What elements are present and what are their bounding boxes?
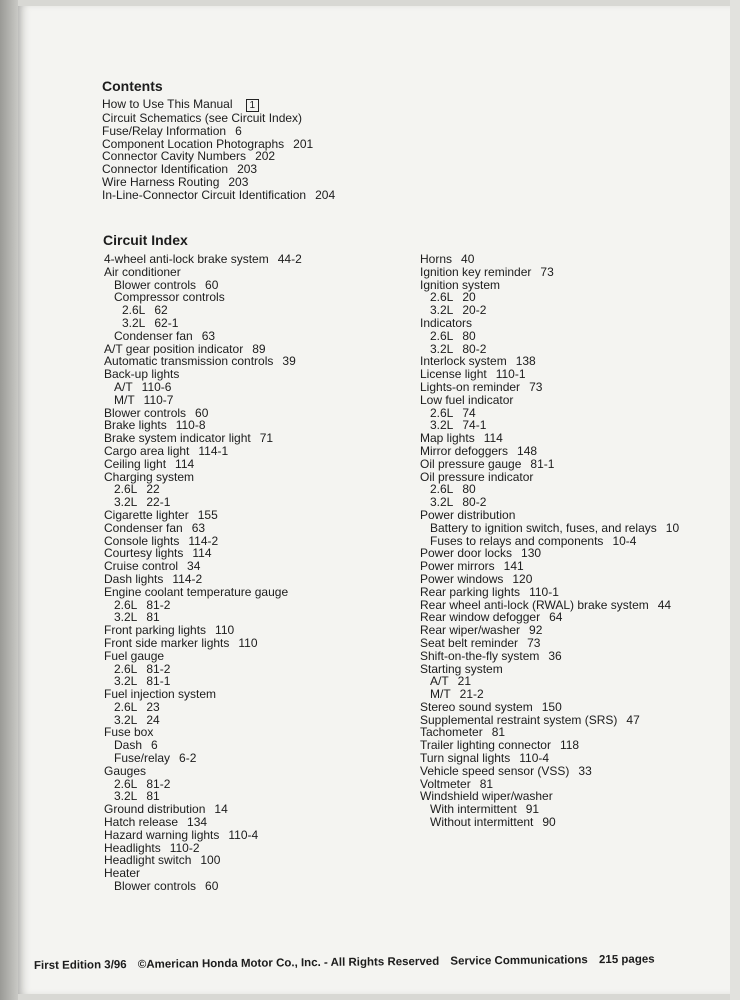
index-entry-page: 6: [151, 738, 158, 753]
index-entry-page: 22-1: [146, 495, 171, 510]
footer-department: Service Communications: [450, 954, 588, 968]
index-entry-page: 110-1: [495, 367, 526, 382]
index-entry-text: Power door locks: [420, 546, 513, 561]
index-entry-text: Interlock system: [420, 354, 507, 369]
index-entry-text: 3.2L: [114, 712, 138, 727]
index-entry-page: 89: [252, 341, 266, 356]
index-entry-text: Headlights: [104, 840, 161, 855]
index-entry-text: 2.6L: [114, 482, 138, 497]
index-entry-page: 134: [187, 815, 208, 830]
contents-entry-text: In-Line-Connector Circuit Identification: [102, 187, 307, 202]
index-entry-page: 81-2: [146, 661, 171, 676]
index-entry-text: Oil pressure gauge: [420, 456, 522, 471]
contents-entry-page: 202: [255, 149, 276, 164]
index-entry-text: Rear parking lights: [420, 584, 521, 599]
index-entry-page: 114: [483, 431, 503, 446]
index-entry-page: 150: [541, 699, 562, 714]
index-entry-page: 92: [529, 623, 543, 638]
index-entry-page: 80: [462, 482, 476, 497]
circuit-index-left-column: [104, 253, 302, 893]
index-entry-text: Console lights: [104, 533, 180, 548]
index-entry-page: 6-2: [179, 751, 197, 766]
index-entry-text: 2.6L: [430, 482, 454, 497]
index-entry-text: Ignition system: [420, 277, 501, 292]
index-entry-page: 81-1: [530, 456, 555, 471]
contents-entry-page: 203: [237, 162, 258, 177]
index-entry-page: 20: [462, 290, 476, 305]
index-entry-text: Front side marker lights: [104, 635, 230, 650]
index-entry-page: 64: [549, 610, 563, 625]
index-entry-text: 3.2L: [122, 315, 146, 330]
index-entry-page: 130: [521, 546, 542, 561]
index-entry-page: 21: [457, 674, 472, 689]
index-entry-text: 3.2L: [430, 341, 454, 356]
index-entry-text: Compressor controls: [114, 290, 225, 305]
index-entry-page: 14: [214, 802, 228, 817]
index-entry-page: 10: [665, 520, 680, 535]
contents-entry-page: 204: [315, 187, 336, 202]
index-entry-text: 3.2L: [430, 303, 454, 318]
index-entry-page: 74-1: [462, 418, 487, 433]
index-entry-text: Brake lights: [104, 418, 167, 433]
index-entry-page: 90: [542, 815, 556, 830]
index-entry-page: 114-2: [172, 571, 203, 586]
footer-edition: First Edition 3/96: [33, 959, 127, 972]
circuit-index-right-column: [420, 253, 679, 829]
index-entry-text: Headlight switch: [104, 853, 192, 868]
index-entry-page: 81: [491, 725, 506, 740]
index-entry-page: 114-1: [198, 443, 229, 458]
index-entry-text: Blower controls: [114, 277, 197, 292]
index-entry-page: 44-2: [277, 252, 302, 266]
index-entry-text: 2.6L: [122, 303, 146, 318]
index-entry-page: 62: [154, 303, 168, 318]
index-entry-text: Front parking lights: [104, 623, 207, 638]
index-entry-page: 81: [479, 776, 494, 791]
index-entry-text: 2.6L: [114, 661, 138, 676]
index-entry-page: 118: [559, 738, 580, 753]
index-entry-text: Stereo sound system: [420, 699, 533, 714]
index-entry-text: Air conditioner: [104, 264, 181, 279]
index-entry-text: 4-wheel anti-lock brake system: [104, 252, 269, 266]
index-entry-text: M/T: [114, 392, 135, 407]
index-entry-page: 141: [503, 559, 524, 574]
index-entry-text: Ground distribution: [104, 802, 206, 817]
index-entry-text: Lights-on reminder: [420, 379, 521, 394]
index-entry-text: A/T gear position indicator: [104, 341, 244, 356]
contents-entry: [102, 189, 335, 202]
contents-entry-text: Fuse/Relay Information: [102, 123, 227, 138]
index-entry-text: Voltmeter: [420, 776, 471, 791]
contents-entry-page: 203: [228, 174, 249, 189]
contents-entry-text: Circuit Schematics (see Circuit Index): [102, 111, 303, 125]
index-entry-page: 110: [215, 623, 235, 638]
index-entry-page: 73: [540, 264, 554, 279]
index-entry-text: Charging system: [104, 469, 195, 484]
index-entry-text: Tachometer: [420, 725, 483, 740]
index-entry-text: 2.6L: [114, 776, 138, 791]
index-entry-page: 63: [201, 328, 216, 343]
index-entry-page: 110-2: [169, 840, 200, 855]
index-entry-page: 80-2: [462, 495, 487, 510]
index-entry-text: Cigarette lighter: [104, 507, 189, 522]
footer-copyright: ©American Honda Motor Co., Inc. - All Rights Reserved: [137, 955, 440, 971]
index-entry: [104, 368, 302, 381]
index-entry-text: 3.2L: [114, 610, 138, 625]
index-entry-page: 36: [548, 648, 562, 663]
index-entry-text: Ceiling light: [104, 456, 167, 471]
index-entry-text: Condenser fan: [104, 520, 183, 535]
index-entry-page: 60: [205, 879, 219, 894]
index-entry-text: 2.6L: [430, 328, 454, 343]
index-entry-text: 3.2L: [114, 495, 138, 510]
index-entry-text: 3.2L: [114, 789, 138, 804]
index-entry-page: 33: [578, 763, 592, 778]
index-entry-page: 110-7: [143, 392, 174, 407]
index-entry-text: 2.6L: [114, 699, 138, 714]
index-entry-text: Dash: [114, 738, 143, 753]
footer-pages: 215 pages: [598, 953, 655, 967]
index-entry-text: 3.2L: [430, 495, 454, 510]
index-entry: [420, 471, 679, 484]
contents-entry-page: 201: [293, 136, 314, 151]
index-entry-text: Windshield wiper/washer: [420, 789, 553, 804]
index-entry-page: 74: [462, 405, 476, 420]
index-entry-text: Courtesy lights: [104, 546, 184, 561]
index-entry-page: 63: [191, 520, 206, 535]
index-entry: [420, 407, 679, 420]
index-entry-text: Rear wiper/washer: [420, 623, 521, 638]
index-entry-page: 73: [527, 635, 541, 650]
index-entry-text: Map lights: [420, 431, 475, 446]
index-entry-text: Shift-on-the-fly system: [420, 648, 540, 663]
contents-entry-text: Connector Identification: [102, 162, 229, 177]
contents-entry-text: How to Use This Manual: [102, 97, 233, 111]
index-entry-page: 114-2: [188, 533, 219, 548]
index-entry-page: 114: [175, 456, 195, 471]
index-entry-text: Heater: [104, 866, 141, 881]
index-entry: [420, 816, 679, 829]
index-entry-text: Brake system indicator light: [104, 431, 251, 446]
index-entry-page: 148: [517, 443, 538, 458]
index-entry-page: 120: [512, 571, 533, 586]
index-entry-page: 62-1: [154, 315, 179, 330]
index-entry-page: 110: [238, 635, 258, 650]
index-entry-page: 110-4: [228, 827, 259, 842]
index-entry-page: 60: [195, 405, 209, 420]
index-entry-page: 20-2: [462, 303, 487, 318]
index-entry-text: Trailer lighting connector: [420, 738, 551, 753]
index-entry-page: 100: [200, 853, 221, 868]
index-entry: [104, 880, 302, 893]
index-entry: [420, 483, 679, 496]
page-stack-edge: [730, 0, 740, 1000]
index-entry-page: 71: [259, 431, 274, 446]
index-entry-page: 44: [657, 597, 672, 612]
index-entry-text: 3.2L: [430, 418, 454, 433]
contents-list: [102, 98, 335, 202]
index-entry-text: Power distribution: [420, 507, 516, 522]
index-entry-text: Supplemental restraint system (SRS): [420, 712, 618, 727]
index-entry: [420, 291, 679, 304]
index-entry-text: 2.6L: [430, 405, 454, 420]
index-entry-text: Back-up lights: [104, 367, 180, 382]
index-entry-text: Indicators: [420, 315, 473, 330]
index-entry-page: 21-2: [459, 687, 484, 702]
index-entry-page: 114: [192, 546, 212, 561]
index-entry-text: Hatch release: [104, 815, 179, 830]
index-entry-text: Blower controls: [114, 879, 197, 894]
index-entry-text: Fuse box: [104, 725, 154, 740]
index-entry: [420, 317, 679, 330]
index-entry-text: Cargo area light: [104, 443, 190, 458]
index-entry-page: 81-2: [146, 597, 171, 612]
index-entry-page: 73: [529, 379, 543, 394]
index-entry-text: Mirror defoggers: [420, 443, 509, 458]
index-entry-text: Fuel injection system: [104, 687, 217, 702]
index-entry-page: 60: [205, 277, 219, 292]
index-entry-page: 91: [525, 802, 540, 817]
index-entry-page: 81-2: [146, 776, 171, 791]
index-entry-page: 110-8: [175, 418, 206, 433]
index-entry-text: Fuses to relays and components: [430, 533, 604, 548]
index-entry-text: Horns: [420, 252, 453, 266]
index-entry-page: 81: [146, 610, 160, 625]
index-entry-text: Automatic transmission controls: [104, 354, 274, 369]
index-entry-text: Condenser fan: [114, 328, 193, 343]
circuit-index-heading: Circuit Index: [103, 232, 188, 248]
index-entry-page: 110-6: [141, 379, 172, 394]
index-entry-text: Power windows: [420, 571, 504, 586]
index-entry-text: M/T: [430, 687, 451, 702]
index-entry-text: Low fuel indicator: [420, 392, 514, 407]
contents-entry: [102, 98, 335, 112]
index-entry-text: 2.6L: [430, 290, 454, 305]
index-entry-text: Turn signal lights: [420, 751, 511, 766]
index-entry-text: Without intermittent: [430, 815, 534, 830]
contents-entry-text: Wire Harness Routing: [102, 174, 220, 189]
index-entry-text: Dash lights: [104, 571, 164, 586]
index-entry-page: 81: [146, 789, 160, 804]
index-entry-page: 81-1: [146, 674, 171, 689]
index-entry-text: Blower controls: [104, 405, 187, 420]
contents-entry-page: 6: [235, 123, 242, 138]
index-entry-text: License light: [420, 367, 487, 382]
index-entry-text: Engine coolant temperature gauge: [104, 584, 289, 599]
index-entry-page: 23: [146, 699, 160, 714]
index-entry-text: Rear wheel anti-lock (RWAL) brake system: [420, 597, 649, 612]
index-entry-page: 110-1: [529, 584, 559, 599]
index-entry-text: Fuel gauge: [104, 648, 165, 663]
index-entry-text: Starting system: [420, 661, 503, 676]
index-entry-text: Gauges: [104, 763, 147, 778]
index-entry-page: 22: [146, 482, 160, 497]
index-entry-page: 80: [462, 328, 476, 343]
index-entry-text: Battery to ignition switch, fuses, and relays: [430, 520, 657, 535]
index-entry: [420, 394, 679, 407]
index-entry-page: 47: [626, 712, 640, 727]
index-entry-text: 2.6L: [114, 597, 138, 612]
index-entry-text: Oil pressure indicator: [420, 469, 534, 484]
index-entry: [420, 279, 679, 292]
index-entry-page: 110-4: [519, 751, 550, 766]
index-entry: [420, 330, 679, 343]
index-entry-page: 39: [282, 354, 296, 369]
index-entry-text: Power mirrors: [420, 559, 495, 574]
index-entry-text: Fuse/relay: [114, 751, 171, 766]
index-entry-text: A/T: [430, 674, 449, 689]
index-entry-page: 80-2: [462, 341, 487, 356]
index-entry-page: 138: [515, 354, 536, 369]
index-entry-text: 3.2L: [114, 674, 138, 689]
binding-edge: [0, 0, 18, 1000]
contents-entry-page: 1: [246, 99, 260, 112]
index-entry-text: A/T: [114, 379, 133, 394]
contents-heading: Contents: [102, 78, 163, 94]
index-entry-page: 10-4: [612, 533, 637, 548]
index-entry-page: 40: [461, 252, 475, 266]
index-entry-text: Cruise control: [104, 559, 179, 574]
index-entry-text: Ignition key reminder: [420, 264, 532, 279]
index-entry-page: 24: [146, 712, 160, 727]
index-entry-text: Rear window defogger: [420, 610, 541, 625]
contents-entry-text: Connector Cavity Numbers: [102, 149, 247, 164]
index-entry-text: Hazard warning lights: [104, 827, 220, 842]
index-entry-text: Vehicle speed sensor (VSS): [420, 763, 570, 778]
index-entry-page: 34: [187, 559, 201, 574]
index-entry-page: 155: [197, 507, 218, 522]
index-entry-text: With intermittent: [430, 802, 517, 817]
index-entry-text: Seat belt reminder: [420, 635, 519, 650]
contents-entry-text: Component Location Photographs: [102, 136, 285, 151]
